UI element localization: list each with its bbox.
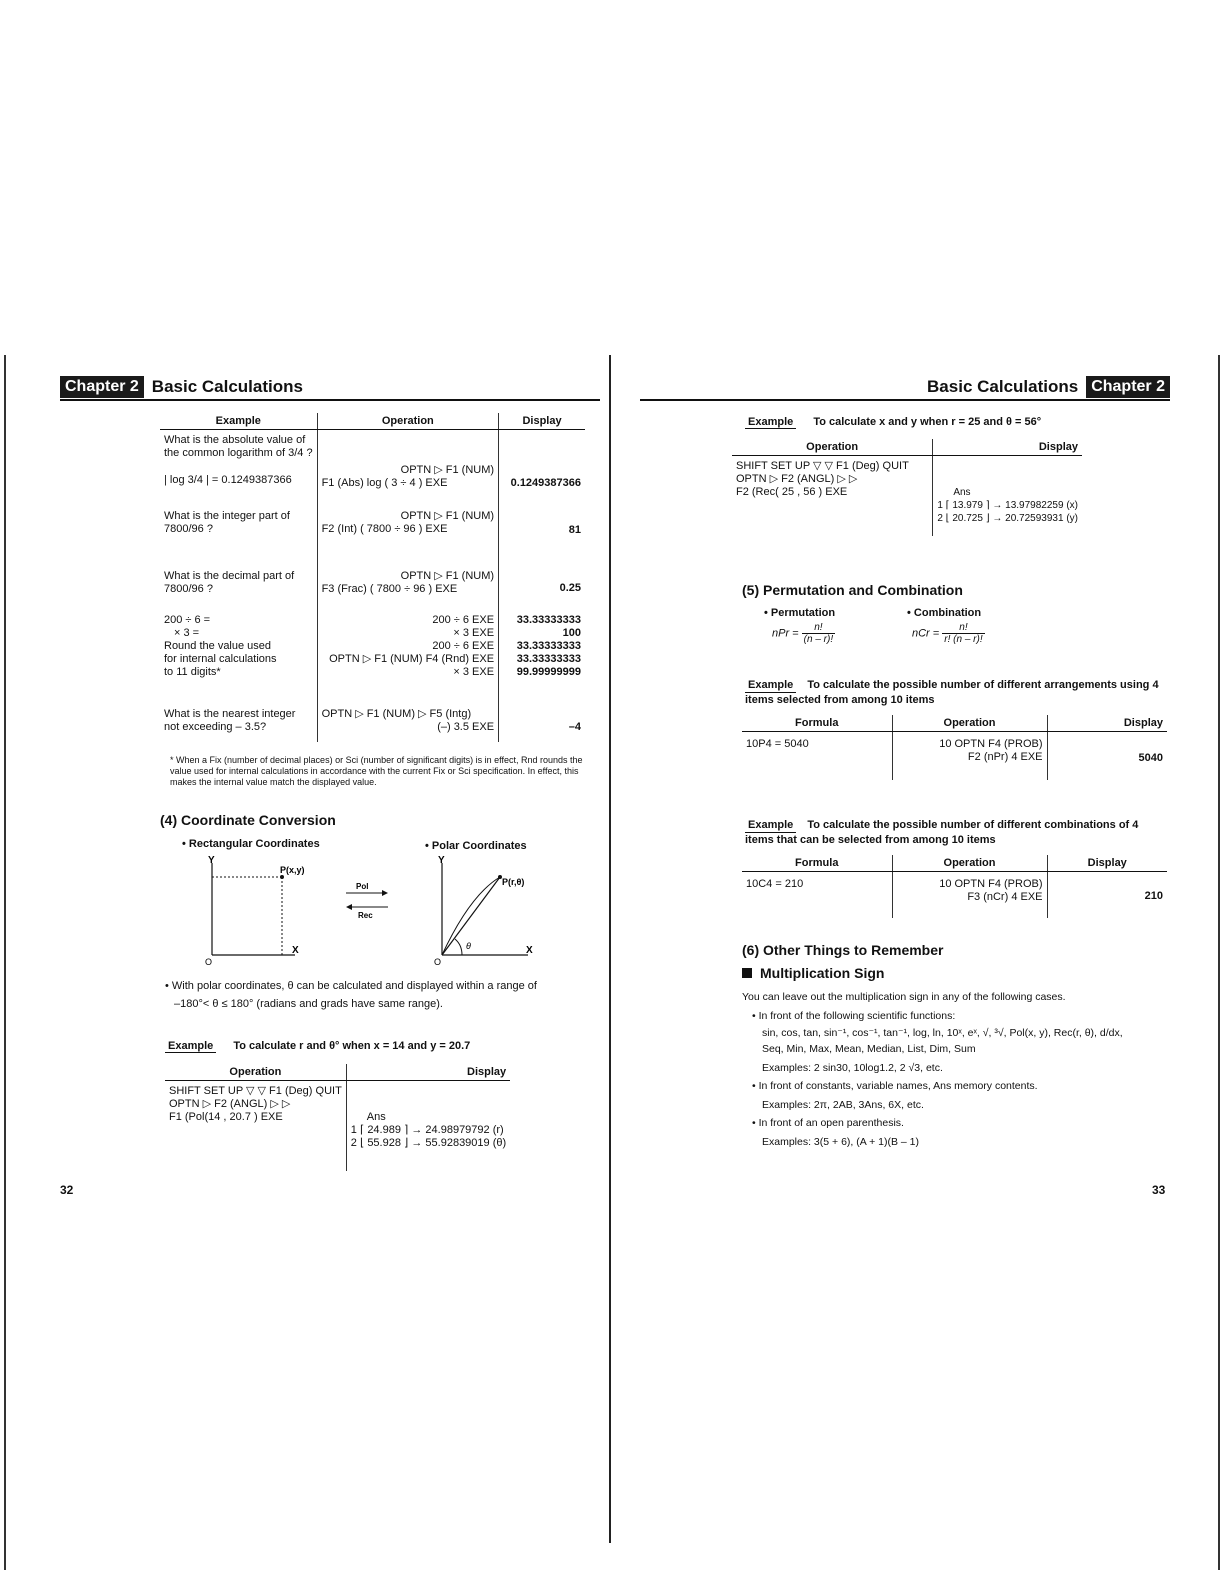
rec-label: Rec: [358, 911, 373, 920]
rect-coords-label: • Rectangular Coordinates: [182, 838, 320, 850]
display-value: 33.33333333: [516, 613, 581, 626]
coordinate-diagram: [170, 855, 550, 965]
display-value: 33.33333333: [516, 652, 581, 665]
display-value: –4: [568, 720, 581, 733]
operation-text: (–) 3.5 EXE: [437, 720, 495, 733]
page-header: [919, 375, 1170, 399]
operation-text: OPTN ▷ F2 (ANGL) ▷ ▷: [169, 1098, 291, 1110]
section-title: (4) Coordinate Conversion: [160, 812, 336, 828]
example-line: [745, 818, 1165, 847]
operation-text: SHIFT SET UP ▽ ▽ F1 (Deg) QUIT: [169, 1085, 342, 1097]
example-text: × 3 =: [174, 626, 200, 639]
header-rule: [60, 399, 600, 401]
display-value: 1 ⌈ 13.979 ⌉ → 13.97982259 (x): [937, 500, 1078, 511]
example-text: What is the integer part of: [164, 509, 290, 522]
examples-line: Examples: 2π, 2AB, 3Ans, 6X, etc.: [762, 1099, 924, 1111]
section-title: (6) Other Things to Remember: [742, 942, 944, 958]
page-number: 32: [60, 1183, 74, 1197]
operation-text: F2 (Int) ( 7800 ÷ 96 ) EXE: [321, 522, 448, 535]
polar-example-table: [165, 1064, 510, 1171]
operation-text: F2 (nPr) 4 EXE: [967, 751, 1043, 763]
conversion-arrows: [346, 890, 388, 910]
operation-text: F1 (Abs) log ( 3 ÷ 4 ) EXE: [321, 477, 448, 489]
polar-origin: O: [434, 957, 442, 965]
col-header-operation: Operation: [732, 439, 933, 456]
table-row: [742, 872, 1167, 918]
example-text: to 11 digits*: [164, 665, 221, 678]
operation-text: F3 (Frac) ( 7800 ÷ 96 ) EXE: [321, 582, 458, 595]
page-number: 33: [1152, 1183, 1166, 1197]
display-value: 5040: [1138, 752, 1163, 764]
subsection-heading: [742, 965, 884, 981]
display-value: 33.33333333: [516, 639, 581, 652]
display-value: 100: [562, 626, 581, 639]
formula-denominator: r! (n – r)!: [944, 634, 983, 645]
example-line: [745, 416, 1041, 429]
display-value: 99.99999999: [516, 665, 581, 678]
permutation-table: [742, 715, 1167, 780]
permutation-formula: [772, 622, 835, 645]
page-title: Basic Calculations: [151, 377, 303, 396]
operation-text: 200 ÷ 6 EXE: [432, 639, 495, 652]
col-header-operation: Operation: [892, 715, 1047, 732]
table-row: [160, 610, 585, 702]
polar-note: • With polar coordinates, θ can be calculated and displayed within a range of: [165, 980, 537, 992]
operation-text: OPTN ▷ F1 (NUM): [400, 509, 495, 522]
example-tag: Example: [745, 818, 796, 833]
polar-coords-label: • Polar Coordinates: [425, 840, 527, 852]
example-text: for internal calculations: [164, 652, 277, 665]
example-text: To calculate the possible number of different arrangements using 4 items selected from among 10 items: [745, 679, 1159, 706]
function-list: sin, cos, tan, sin⁻¹, cos⁻¹, tan⁻¹, log, ln, 10ˣ, eˣ, √, ³√, Pol(x, y), Rec(r, θ), d/dx,: [762, 1027, 1123, 1039]
display-value: 1 ⌈ 24.989 ⌉ → 24.98979792 (r): [350, 1124, 504, 1136]
example-text: To calculate x and y when r = 25 and θ = 56°: [813, 416, 1042, 428]
examples-line: Examples: 2 sin30, 10log1.2, 2 √3, etc.: [762, 1062, 943, 1074]
example-text: What is the absolute value of: [164, 434, 306, 446]
header-rule: [640, 399, 1170, 401]
subsection-title: Multiplication Sign: [760, 965, 885, 981]
col-header-operation: Operation: [317, 413, 498, 430]
col-header-example: Example: [160, 413, 317, 430]
rect-origin: O: [205, 957, 213, 965]
display-value: 2 ⌊ 55.928 ⌋ → 55.92839019 (θ): [350, 1137, 507, 1149]
example-tag: Example: [165, 1040, 216, 1053]
operation-text: OPTN ▷ F2 (ANGL) ▷ ▷: [736, 473, 858, 485]
combination-label: • Combination: [907, 607, 982, 619]
polar-axis-x: X: [526, 945, 533, 956]
rect-example-table: [732, 439, 1082, 536]
rect-axes: [212, 863, 295, 955]
polar-point-label: P(r,θ): [502, 877, 525, 887]
operation-text: F3 (nCr) 4 EXE: [967, 891, 1043, 903]
formula-value: 10P4 = 5040: [746, 738, 809, 750]
display-value: 0.1249387366: [510, 477, 581, 489]
example-line: [745, 678, 1165, 707]
operation-text: × 3 EXE: [453, 626, 495, 639]
operation-text: 200 ÷ 6 EXE: [432, 613, 495, 626]
col-header-formula: Formula: [742, 855, 892, 872]
polar-range: –180°< θ ≤ 180° (radians and grads have same range).: [174, 998, 443, 1010]
formula-numerator: n!: [942, 622, 984, 634]
theta-label: θ: [466, 941, 471, 951]
col-header-display: Display: [1047, 715, 1167, 732]
chapter-tag: Chapter 2: [60, 376, 144, 398]
examples-line: Examples: 3(5 + 6), (A + 1)(B – 1): [762, 1136, 919, 1148]
formula-lhs: nPr =: [772, 627, 799, 640]
table-row: [742, 732, 1167, 780]
rect-axis-x: X: [292, 945, 299, 956]
example-text: What is the nearest integer: [164, 707, 296, 720]
table-row: [165, 1081, 510, 1171]
pol-label: Pol: [356, 882, 369, 891]
table-row: [160, 562, 585, 610]
col-header-operation: Operation: [892, 855, 1047, 872]
example-tag: Example: [745, 678, 796, 693]
operation-text: × 3 EXE: [453, 665, 495, 678]
polar-axis-y: Y: [438, 855, 445, 866]
formula-numerator: n!: [802, 622, 835, 634]
operation-text: F2 (Rec( 25 , 56 ) EXE: [736, 486, 848, 498]
col-header-display: Display: [499, 413, 585, 430]
example-text: Round the value used: [164, 639, 272, 652]
permutation-label: • Permutation: [764, 607, 836, 619]
formula-lhs: nCr =: [912, 627, 940, 640]
operation-text: SHIFT SET UP ▽ ▽ F1 (Deg) QUIT: [736, 460, 909, 472]
example-line: [165, 1040, 470, 1053]
right-page: [612, 0, 1224, 1584]
table-row: [160, 430, 585, 502]
formula-value: 10C4 = 210: [746, 878, 804, 890]
table-row: [732, 456, 1082, 536]
operation-text: OPTN ▷ F1 (NUM) F4 (Rnd) EXE: [329, 652, 495, 665]
paragraph: You can leave out the multiplication sign in any of the following cases.: [742, 991, 1066, 1003]
display-value: 210: [1144, 890, 1163, 902]
operation-text: OPTN ▷ F1 (NUM) ▷ F5 (Intg): [321, 707, 472, 720]
rect-axis-y: Y: [208, 855, 215, 866]
operation-text: OPTN ▷ F1 (NUM): [400, 569, 495, 582]
square-bullet-icon: [742, 968, 752, 978]
col-header-operation: Operation: [165, 1064, 346, 1081]
example-text: What is the decimal part of: [164, 569, 295, 582]
operation-text: 10 OPTN F4 (PROB): [939, 738, 1043, 750]
combination-formula: [912, 622, 985, 645]
display-ans: Ans: [366, 1111, 386, 1123]
bullet-item: • In front of the following scientific functions:: [752, 1010, 956, 1022]
example-text: not exceeding – 3.5?: [164, 720, 267, 733]
example-tag: Example: [745, 416, 796, 429]
col-header-display: Display: [1047, 855, 1167, 872]
calc-table: [160, 413, 585, 742]
table-row: [160, 702, 585, 742]
formula-fraction: [802, 622, 835, 645]
footnote: * When a Fix (number of decimal places) or Sci (number of significant digits) is in effect, Rnd rounds the value used for internal calculations in accordance with the current Fix or Sci specification. In effect, this makes the internal value match the displayed value.: [170, 755, 583, 787]
bullet-item: • In front of constants, variable names, Ans memory contents.: [752, 1080, 1038, 1092]
display-value: 2 ⌊ 20.725 ⌋ → 20.72593931 (y): [937, 513, 1078, 524]
operation-text: F1 (Pol(14 , 20.7 ) EXE: [169, 1111, 283, 1123]
page-header: [60, 375, 311, 399]
example-text: 7800/96 ?: [164, 582, 213, 595]
col-header-display: Display: [933, 439, 1082, 456]
page-title: Basic Calculations: [927, 377, 1079, 396]
col-header-display: Display: [346, 1064, 510, 1081]
example-text: | log 3/4 | = 0.1249387366: [164, 474, 292, 486]
example-text: To calculate r and θ° when x = 14 and y = 20.7: [233, 1040, 471, 1052]
display-value: 0.25: [559, 581, 581, 594]
formula-fraction: [942, 622, 984, 645]
col-header-formula: Formula: [742, 715, 892, 732]
operation-text: OPTN ▷ F1 (NUM): [400, 464, 495, 476]
section-title: (5) Permutation and Combination: [742, 582, 963, 598]
formula-denominator: (n – r)!: [803, 634, 834, 645]
combination-table: [742, 855, 1167, 918]
chapter-tag: Chapter 2: [1086, 376, 1170, 398]
example-text: To calculate the possible number of different combinations of 4 items that can be selected from among 10 items: [745, 819, 1139, 846]
display-ans: Ans: [953, 487, 971, 498]
table-row: [160, 502, 585, 562]
rect-point-label: P(x,y): [280, 865, 305, 875]
display-value: 81: [568, 523, 581, 536]
function-list: Seq, Min, Max, Mean, Median, List, Dim, Sum: [762, 1043, 976, 1055]
example-text: the common logarithm of 3/4 ?: [164, 447, 313, 459]
bullet-item: • In front of an open parenthesis.: [752, 1117, 904, 1129]
example-text: 7800/96 ?: [164, 522, 213, 535]
example-text: 200 ÷ 6 =: [164, 613, 211, 626]
operation-text: 10 OPTN F4 (PROB): [939, 878, 1043, 890]
